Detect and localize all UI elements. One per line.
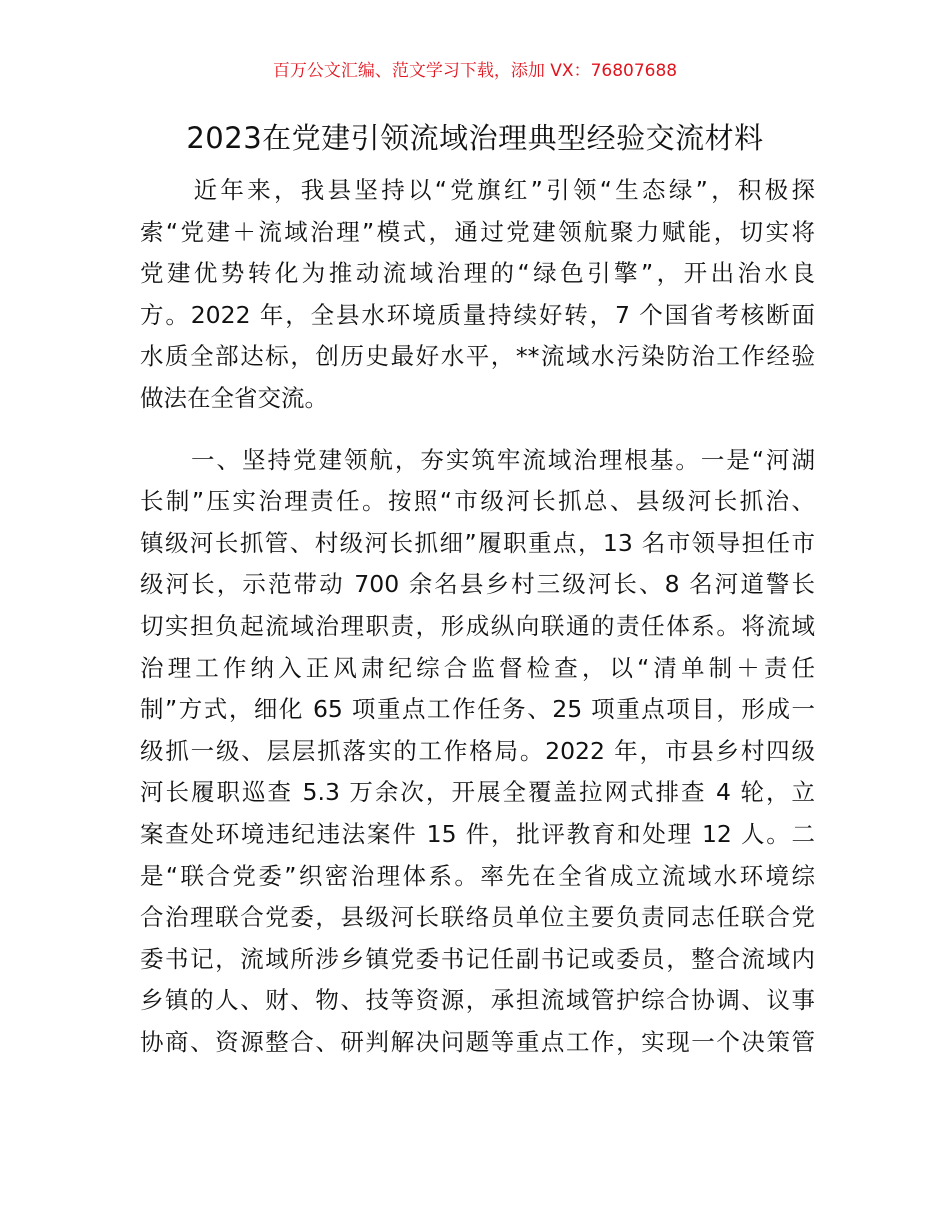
text-line: 治理工作纳入正风肃纪综合监督检查，以“清单制＋责任	[140, 653, 815, 682]
document-body	[140, 170, 815, 1063]
text-line: 制”方式，细化 65 项重点工作任务、25 项重点项目，形成一	[140, 695, 815, 724]
watermark-header: 百万公文汇编、范文学习下载，添加 VX：76807688	[272, 61, 678, 81]
text-line: 河长履职巡查 5.3 万余次，开展全覆盖拉网式排查 4 轮，立	[140, 778, 815, 807]
text-line: 切实担负起流域治理职责，形成纵向联通的责任体系。将流域	[140, 611, 815, 640]
text-line: 一、坚持党建领航，夯实筑牢流域治理根基。一是“河湖	[140, 445, 815, 474]
text-line: 索“党建＋流域治理”模式，通过党建领航聚力赋能，切实将	[140, 217, 815, 246]
document-title: 2023在党建引领流域治理典型经验交流材料	[186, 121, 764, 155]
text-line: 水质全部达标，创历史最好水平，**流域水污染防治工作经验	[140, 342, 815, 371]
text-line: 长制”压实治理责任。按照“市级河长抓总、县级河长抓治、	[140, 487, 815, 516]
text-line: 做法在全省交流。	[140, 383, 328, 412]
text-line: 级抓一级、层层抓落实的工作格局。2022 年，市县乡村四级	[140, 736, 815, 765]
paragraph-spacer	[140, 420, 815, 440]
text-line: 合治理联合党委，县级河长联络员单位主要负责同志任联合党	[140, 903, 815, 932]
text-line: 镇级河长抓管、村级河长抓细”履职重点，13 名市领导担任市	[140, 528, 815, 557]
text-line: 案查处环境违纪违法案件 15 件，批评教育和处理 12 人。二	[140, 819, 815, 848]
paragraph-intro	[140, 170, 815, 420]
paragraph-section-one	[140, 440, 815, 1064]
text-line: 协商、资源整合、研判解决问题等重点工作，实现一个决策管	[140, 1027, 815, 1056]
text-line: 是“联合党委”织密治理体系。率先在全省成立流域水环境综	[140, 861, 815, 890]
text-line: 党建优势转化为推动流域治理的“绿色引擎”，开出治水良	[140, 259, 815, 288]
text-line: 近年来，我县坚持以“党旗红”引领“生态绿”，积极探	[140, 176, 815, 204]
text-line: 方。2022 年，全县水环境质量持续好转，7 个国省考核断面	[140, 300, 815, 329]
text-line: 乡镇的人、财、物、技等资源，承担流域管护综合协调、议事	[140, 986, 815, 1015]
text-line: 级河长，示范带动 700 余名县乡村三级河长、8 名河道警长	[140, 570, 815, 599]
text-line: 委书记，流域所涉乡镇党委书记任副书记或委员，整合流域内	[140, 944, 815, 973]
